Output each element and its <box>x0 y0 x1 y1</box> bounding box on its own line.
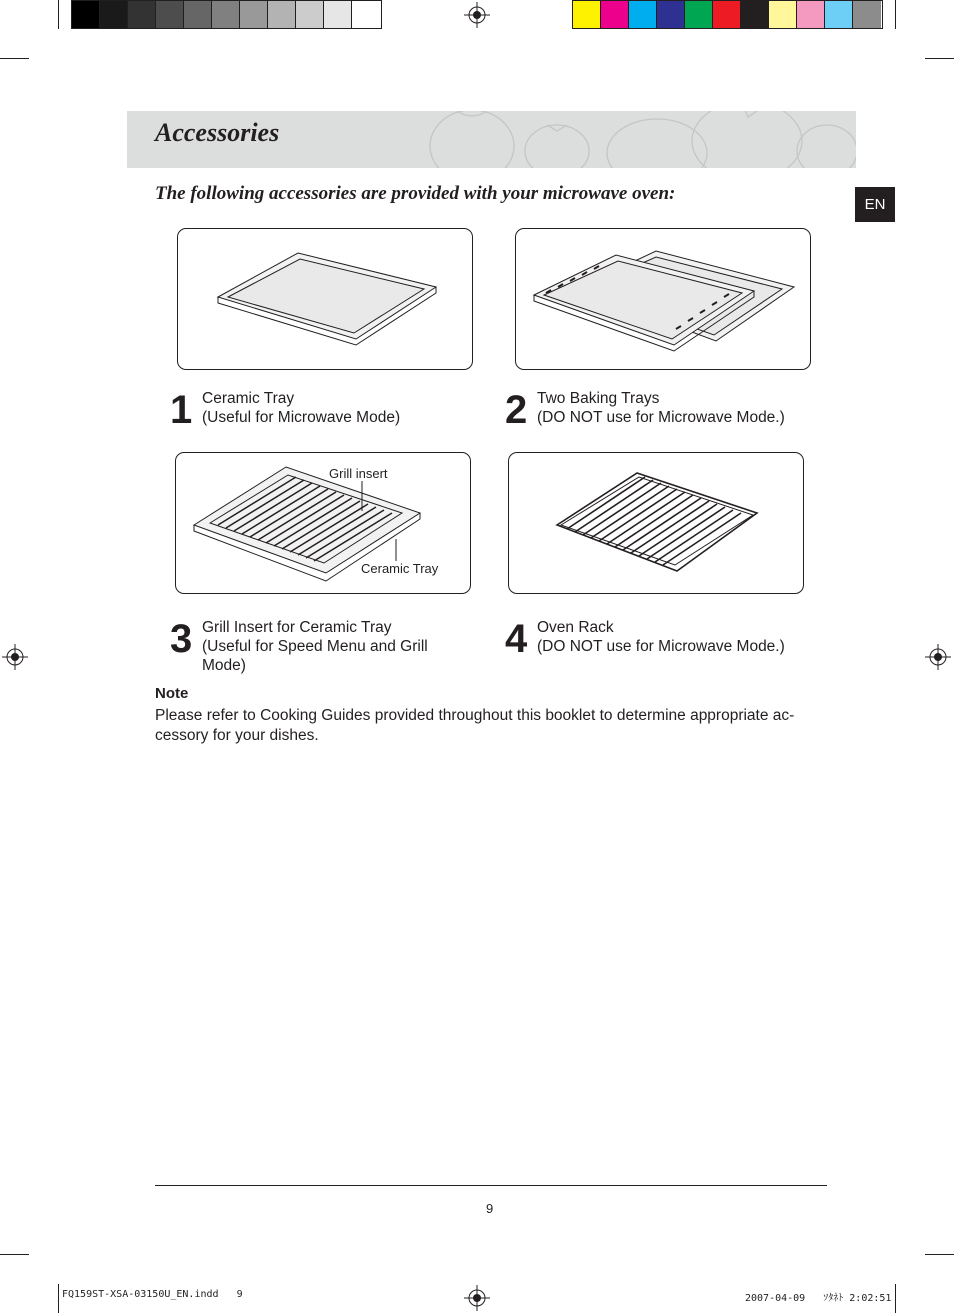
grayscale-bar <box>71 0 382 29</box>
date-slug: 2007-04-09 ｿﾀﾈﾄ 2:02:51 <box>745 1293 892 1304</box>
note-heading: Note <box>155 685 189 702</box>
grill-insert-callout: Grill insert <box>329 466 388 481</box>
accessory-number: 1 <box>170 388 192 432</box>
accessory-detail: (DO NOT use for Microwave Mode.) <box>537 409 785 426</box>
color-swatch <box>184 1 212 28</box>
crop-mark <box>925 58 954 59</box>
accessory-name: Ceramic Tray <box>202 390 295 407</box>
color-swatch <box>601 1 629 28</box>
file-slug: FQ159ST-XSA-03150U_EN.indd 9 <box>62 1289 243 1300</box>
color-swatch <box>825 1 853 28</box>
color-swatch <box>72 1 100 28</box>
note-text: Please refer to Cooking Guides provided throughout this booklet to determine appropriate ac-cessory for your dishes. <box>155 707 795 744</box>
page-number: 9 <box>486 1201 494 1216</box>
color-swatch <box>629 1 657 28</box>
accessory-detail: (Useful for Microwave Mode) <box>202 409 401 426</box>
ceramic-tray-callout: Ceramic Tray <box>361 561 439 576</box>
page-title: Accessories <box>155 118 280 147</box>
oven-rack-illustration <box>508 452 804 594</box>
color-swatch <box>268 1 296 28</box>
ceramic-tray-illustration <box>177 228 473 370</box>
accessory-number: 3 <box>170 617 192 661</box>
color-swatch <box>797 1 825 28</box>
color-swatch <box>128 1 156 28</box>
accessory-name: Grill Insert for Ceramic Tray <box>202 619 392 636</box>
color-swatch <box>100 1 128 28</box>
accessory-number: 2 <box>505 388 527 432</box>
accessory-number: 4 <box>505 617 527 661</box>
color-swatch <box>573 1 601 28</box>
accessory-detail: (Useful for Speed Menu and Grill Mode) <box>202 638 428 674</box>
language-tab: EN <box>855 187 895 222</box>
color-swatch <box>352 1 380 28</box>
color-swatch <box>713 1 741 28</box>
accessory-name: Oven Rack <box>537 619 614 636</box>
color-swatch <box>296 1 324 28</box>
crop-mark <box>0 1254 29 1255</box>
color-swatch <box>156 1 184 28</box>
registration-mark-icon <box>464 1285 490 1311</box>
registration-mark-icon <box>464 2 490 28</box>
crop-mark <box>58 0 59 29</box>
color-swatch <box>741 1 769 28</box>
color-swatch <box>657 1 685 28</box>
section-subtitle: The following accessories are provided with your microwave oven: <box>155 183 676 204</box>
crop-mark <box>0 58 29 59</box>
crop-mark <box>895 1284 896 1313</box>
accessory-name: Two Baking Trays <box>537 390 660 407</box>
color-swatch <box>769 1 797 28</box>
color-swatch <box>212 1 240 28</box>
color-swatch <box>240 1 268 28</box>
baking-trays-illustration <box>515 228 811 370</box>
crop-mark <box>58 1284 59 1313</box>
color-swatch <box>853 1 881 28</box>
registration-mark-icon <box>925 644 951 670</box>
footer-rule <box>155 1185 827 1186</box>
color-swatch <box>685 1 713 28</box>
color-bar <box>572 0 883 29</box>
accessory-detail: (DO NOT use for Microwave Mode.) <box>537 638 785 655</box>
color-swatch <box>324 1 352 28</box>
crop-mark <box>925 1254 954 1255</box>
registration-mark-icon <box>2 644 28 670</box>
crop-mark <box>895 0 896 29</box>
